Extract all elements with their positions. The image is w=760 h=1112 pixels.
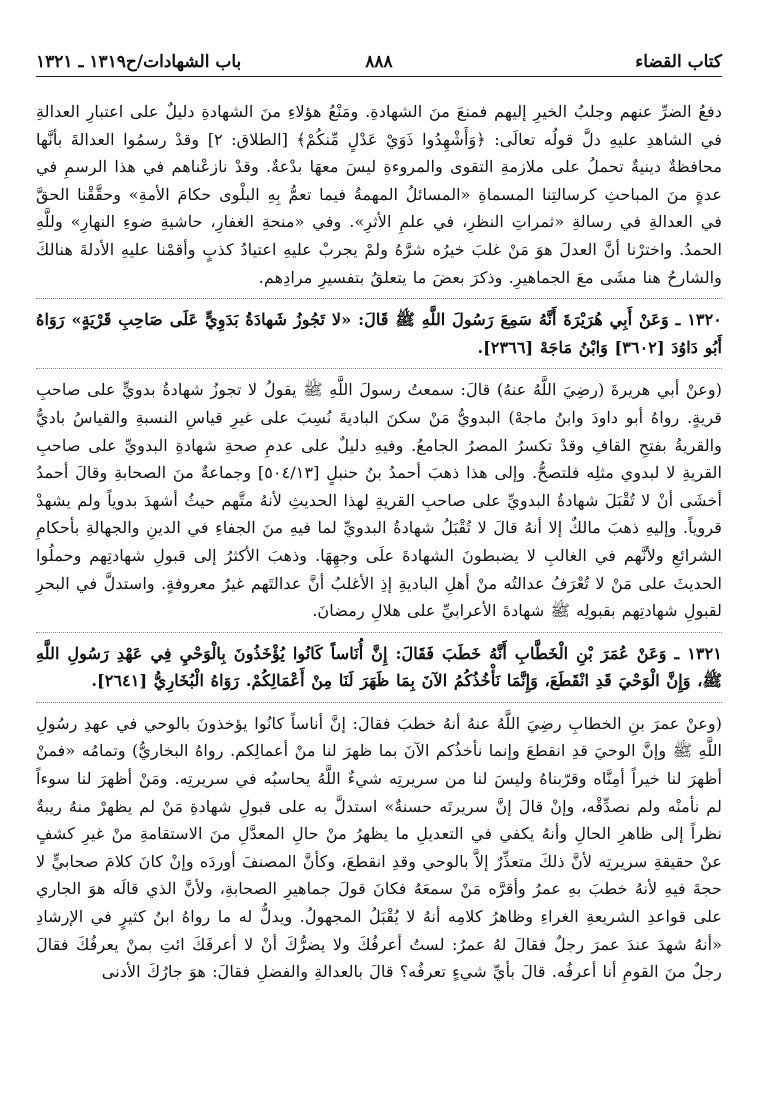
body-text [36, 98, 722, 986]
page-header [36, 40, 722, 80]
commentary-paragraph: (وعنْ أبي هريرةَ (رضِيَ اللَّهُ عنهُ) قالَ: سمعتُ رسولَ اللَّهِ ﷺ يقولُ لا تجوزُ شهادةُ بدويٍّ على صاحبِ قريةٍ. رواهُ أبو داودَ وابنُ ماجهْ) البدويُّ مَنْ سكنَ الباديةَ نُسِبَ على غيرِ قياسِ النسبةِ والقياسُ باديُّ والقريةُ بفتحِ القافِ وقدْ تكسرُ المصرُ الجامعُ. وفيهِ دليلٌ على عدمِ صحةِ شهادةِ البدويِّ على صاحبِ القريةِ لا لبدوي مثلِه فلتصحُّ. وإلى هذا ذهبَ أحمدُ بنُ حنبلٍ [٥٠٤/١٣] وجماعةٌ منَ الصحابةِ وقالَ أحمدُ أخشَى أنْ لا تُقْبَلَ شهادةُ البدويِّ على صاحبِ القريةِ لهذا الحديثِ لأنهُ متَّهم حيثُ أشهدَ بدوياً ولم يشهدْ قروياً. وإليهِ ذهبَ مالكٌ إلا أنهُ قالَ لا تُقْبَلُ شهادةُ البدويِّ لما فيهِ منَ الجفاءِ في الدينِ والجهالةِ بأحكامِ الشرائعِ ولأنَّهم في الغالبِ لا يضبطونَ الشهادةَ علَى وجهِهَا. وذهبَ الأكثرُ إلى قبولِ شهادتِهم وحملُوا الحديثَ على مَنْ لا تُعْرَفُ عدالتُه منْ أهلِ الباديةِ إذِ الأغلبُ أنَّ عدالتَهم غيرُ معروفةٍ. واستدلَّ في البحرِ لقبولِ شهادتِهم بقبولِه ﷺ شهادةَ الأعرابيِّ على هلالِ رمضانَ. [36, 380, 722, 621]
header-rule [36, 76, 722, 77]
page-number: ٨٨٨ [365, 52, 393, 72]
section-divider [36, 368, 722, 369]
hadith-text: ١٣٢١ ـ وَعَنْ عُمَرَ بْنِ الْخَطَّابِ أَنَّهُ خَطَبَ فَقَالَ: إِنَّ أُنَاساً كَانُوا يُؤْخَذُونَ بِالْوَحْيِ فِي عَهْدِ رَسُولِ اللَّهِ ﷺ، وَإِنَّ الْوَحْيَ قَدِ انْقَطَعَ، وَإِنَّمَا نَأْخُذُكُمُ الآنَ بِمَا ظَهَرَ لَنَا مِنْ أَعْمَالِكُمْ. رَوَاهُ الْبُخَارِيُّ [٢٦٤١]. [36, 643, 722, 691]
section-divider [36, 298, 722, 299]
book-title: كتاب القضاء [635, 52, 722, 72]
section-divider [36, 702, 722, 703]
chapter-reference: باب الشهادات/ح١٣١٩ ـ ١٣٢١ [36, 52, 242, 72]
section-divider [36, 632, 722, 633]
commentary-paragraph: دفعُ الضرِّ عنهم وجلبُ الخيرِ إليهم فمنعَ منَ الشهادةِ. ومَنْعُ هؤلاءِ منَ الشهادةِ دليلٌ على اعتبارِ العدالةِ في الشاهدِ عليهِ دلَّ قولُه تعالَى: ﴿وَأَشْهِدُوا ذَوَيْ عَدْلٍ مِّنكُمْ﴾ [الطلاق: ٢] وقدْ رسمُوا العدالةَ بأنَّها محافظةٌ دينيةٌ تحملُ على ملازمةِ التقوى والمروءةِ ليسَ معهَا بدْعةٌ. وقدْ نازعْناهم في هذا الرسمِ في عدةٍ منَ المباحثِ كرسالتِنا المسماةِ «المسائلُ المهمةُ فيما تعمُّ بِهِ البلْوى حكامَ الأمةِ» وحقَّقْنا الحقَّ في العدالةِ في رسالةِ «ثمراتِ النظرِ، في علمِ الأثرِ». وفي «منحةِ الغفارِ، حاشيةِ ضوءِ النهارِ» وللَّهِ الحمدُ. واخترْنا أنَّ العدلَ هوَ مَنْ غلبَ خيرُه شرَّهُ ولمْ يجربْ عليهِ اعتيادُ كذبٍ وأقمْنا عليهِ الأدلةَ هنالكَ والشارحُ هنا مشَى معَ الجماهيرِ. وذكرَ بعضَ ما يتعلقُ بتفسيرِ مرادِهم. [36, 102, 722, 287]
book-page [36, 40, 722, 1100]
hadith-text: ١٣٢٠ ـ وَعَنْ أَبِي هُرَيْرَةَ أَنَّهُ سَمِعَ رَسُولَ اللَّهِ ﷺ قَالَ: «لا تَجُوزُ شَهادَةُ بَدَوِيٍّ عَلَى صَاحِبِ قَرْيَةٍ» رَوَاهُ أَبُو دَاوُدَ [٣٦٠٢] وَابْنُ مَاجَهْ [٢٣٦٦]. [36, 310, 722, 357]
commentary-paragraph: (وعنْ عمرَ بنِ الخطابِ رضِيَ اللَّهُ عنهُ أنهُ خطبَ فقالَ: إنَّ أناساً كانُوا يؤخذونَ بالوحي في عهدِ رسُولِ اللَّهِ ﷺ وإنَّ الوحيَ قدِ انقطعَ وإنما نأخذُكم الآنَ بما ظهرَ لنا منْ أعمالِكم. رواهُ البخاريُّ) وتمامُه «فمنْ أظهرَ لنا خيراً أمِنَّاه وقرّبناهُ وليسَ لنا من سريرتِه شيءٌ اللَّهُ يحاسبُه في سريرتِه. ومَنْ أظهرَ لنا سوءاً لم نأمنْه ولم نصدِّقْه، وإنْ قالَ إنَّ سريرتَه حسنةٌ» استدلَّ به على قبولِ شهادةِ مَنْ لم يظهرْ منهُ ريبةٌ نظراً إلى ظاهرِ الحالِ وأنهُ يكفي في التعديلِ ما يظهرُ منْ حالِ المعدَّلِ منَ الاستقامةِ منْ غيرِ كشفٍ عنْ حقيقةِ سريرتِه لأنَّ ذلكَ متعذِّرٌ إلاَّ بالوحي وقدِ انقطعَ، وكأنَّ المصنفَ أوردَه وإنْ كانَ كلامَ صحابيٍّ لا حجةَ فيهِ لأنهُ خطبَ بهِ عمرُ وأقرَّه مَنْ سمعَهُ فكانَ قولَ جماهيرِ الصحابةِ، ولأنَّ الذي قالَه هوَ الجاري على قواعدِ الشريعةِ الغراءِ وظاهرُ كلامِه أنهُ لا يُقْبَلُ المجهولُ. ويدلُّ له ما رواهُ ابنُ كثيرٍ في الإرشادِ «أنهُ شهدَ عندَ عمرَ رجلٌ فقالَ لهُ عمرُ: لستُ أعرفُكَ ولا يضرُّكَ أنْ لا أعرفَكَ ائتِ بمنْ يعرفُكَ فقالَ رجلٌ منَ القومِ أنا أعرفُه. قالَ بأيِّ شيءٍ تعرفُه؟ قالَ بالعدالةِ والفضلِ فقالَ: هوَ جارُكَ الأدنى [36, 713, 722, 982]
